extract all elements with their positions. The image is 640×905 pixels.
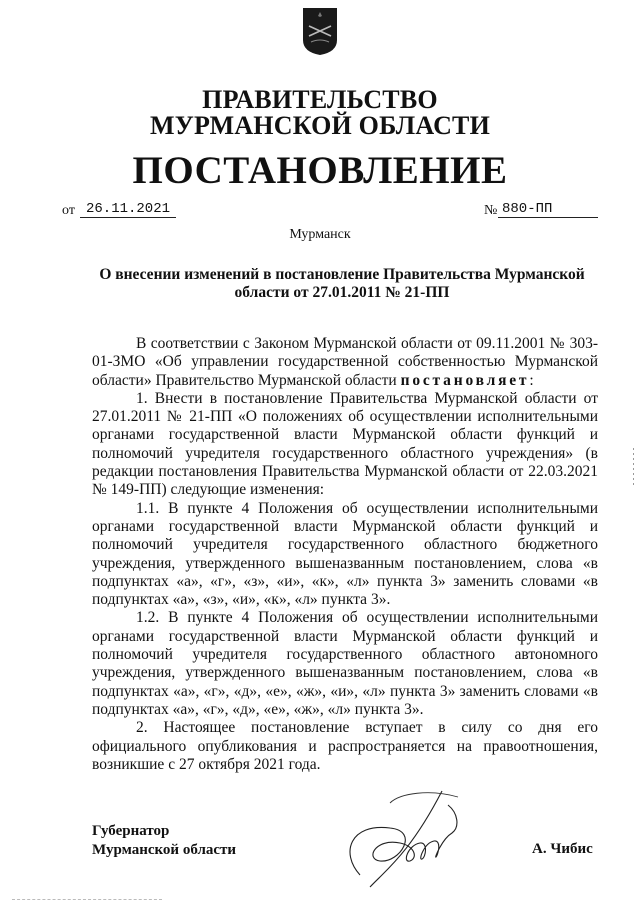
- coat-of-arms-emblem: [301, 6, 339, 56]
- footer-divider: [12, 899, 162, 902]
- clause-1-1: 1.1. В пункте 4 Положения об осуществлении исполнительными органами государственной власти Мурманской области функций и полномочий учредителя государственного областного бюджетного учреждения, утвержденного вышеназванным постановлением, слова «в подпунктах «а», «г», «з», «и», «к», «л» пункта 3» заменить словами «в подпунктах «а», «з», «и», «к», «л» пункта 3».: [92, 499, 598, 609]
- number-label: №: [484, 203, 498, 218]
- organization-name-line1: ПРАВИТЕЛЬСТВО: [202, 85, 438, 114]
- signatory-name: А. Чибис: [532, 841, 593, 857]
- clause-1-2: 1.2. В пункте 4 Положения об осуществлении исполнительными органами государственной власти Мурманской области функций и полномочий учредителя государственного областного автономного учреждения, утвержденного вышеназванным постановлением, слова «в подпунктах «а», «г», «д», «е», «ж», «и», «л» пункта 3» заменить словами «в подпунктах «а», «г», «д», «е», «ж», «л» пункта 3».: [92, 609, 598, 718]
- document-number: 880-ПП: [498, 201, 598, 218]
- clause-1: 1. Внести в постановление Правительства Мурманской области от 27.01.2011 № 21-ПП «О положениях об осуществлении исполнительными органами государственной власти Мурманской области функций и полномочий учредителя государственного областного учреждения» (в редакции постановления Правительства Мурманской области от 22.03.2021 № 149-ПП) следующие изменения:: [92, 389, 598, 499]
- clause-2: 2. Настоящее постановление вступает в силу со дня его официального опубликования и распространяется на правоотношения, возникшие с 27 октября 2021 года.: [92, 719, 598, 773]
- document-subject: О внесении изменений в постановление Правительства Мурманской области от 27.01.2011 № 21-ПП: [99, 266, 585, 301]
- document-type-title: ПОСТАНОВЛЕНИЕ: [132, 149, 508, 192]
- document-body: [92, 335, 598, 774]
- city-name: Мурманск: [289, 227, 351, 242]
- preamble-tail: :: [529, 371, 534, 389]
- resolves-keyword: постановляет: [400, 371, 530, 389]
- document-date: 26.11.2021: [80, 201, 176, 218]
- signatory-title-line1: Губернатор: [92, 823, 170, 839]
- margin-scan-mark: [632, 448, 635, 488]
- organization-name-line2: МУРМАНСКОЙ ОБЛАСТИ: [149, 111, 491, 140]
- signatory-title: [92, 822, 236, 860]
- date-label: от: [62, 203, 75, 218]
- handwritten-signature: [330, 783, 480, 891]
- signatory-title-line2: Мурманской области: [92, 842, 237, 858]
- preamble-text: В соответствии с Законом Мурманской области от 09.11.2001 № 303-01-ЗМО «Об управлении государственной собственностью Мурманской области» Правительство Мурманской области: [92, 335, 598, 389]
- preamble-paragraph: [92, 335, 598, 390]
